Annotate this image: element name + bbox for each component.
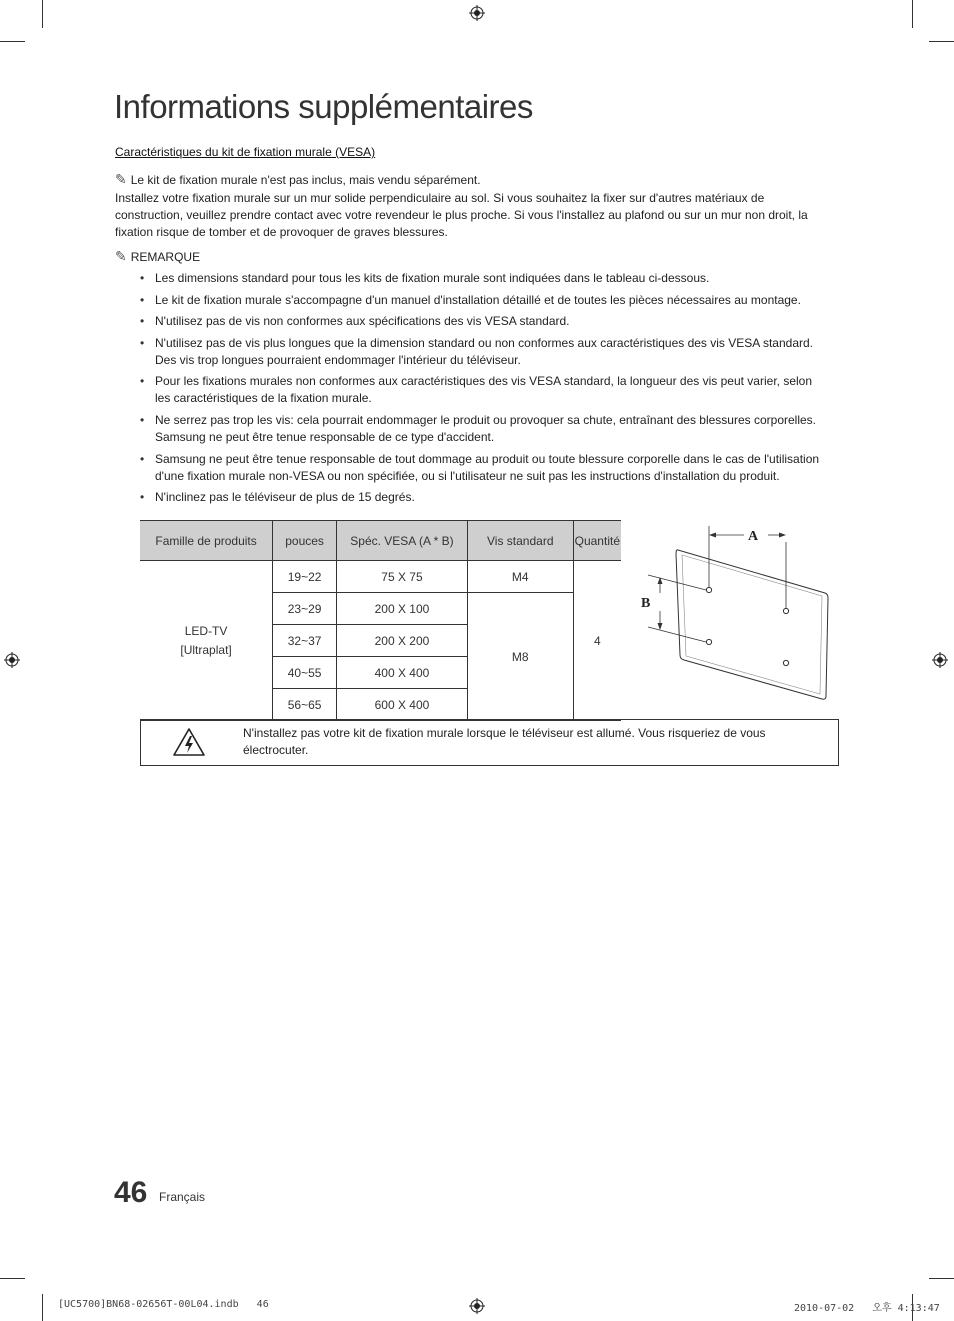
table-header-cell: Famille de produits [140, 521, 273, 561]
table-header-cell: Quantité [573, 521, 621, 561]
family-cell [140, 561, 273, 721]
list-item: • Samsung ne peut être tenue responsable de tout dommage au produit ou toute blessure corporelle dans le cas de l'utilisation d'une fixation murale non-VESA ou non spécifiée, ou si l'utilisateur ne suit pas les instructions d'installation du produit. [140, 451, 830, 485]
crop-mark [0, 1278, 25, 1279]
pencil-note-icon: ✎ [115, 171, 127, 187]
list-item: • Le kit de fixation murale s'accompagne d'un manuel d'installation détaillé et de toutes les pièces nécessaires au montage. [140, 292, 830, 309]
vesa-diagram [630, 518, 840, 708]
table-header-cell: pouces [273, 521, 337, 561]
list-item: • Les dimensions standard pour tous les kits de fixation murale sont indiquées dans le tableau ci-dessous. [140, 270, 830, 287]
tv-panel [676, 550, 828, 699]
dimension-b-label: B [641, 596, 651, 611]
quantity-cell: 4 [573, 561, 621, 721]
vesa-spec-table [140, 520, 621, 721]
list-item: • N'utilisez pas de vis plus longues que la dimension standard ou non conformes aux caractéristiques des vis VESA standard. Des vis trop longues pourraient endommager l'intérieur du téléviseur. [140, 335, 830, 369]
table-header-cell: Vis standard [467, 521, 573, 561]
page-language: Français [159, 1190, 206, 1204]
registration-mark-icon [469, 5, 485, 21]
crop-mark [929, 41, 954, 42]
list-item: • N'inclinez pas le téléviseur de plus de 15 degrés. [140, 489, 830, 506]
pencil-note-icon: ✎ [115, 248, 127, 264]
note-not-included [115, 171, 481, 189]
warning-text: N'installez pas votre kit de fixation murale lorsque le téléviseur est allumé. Vous risqueriez de vous électrocuter. [243, 726, 766, 757]
registration-mark-icon [932, 652, 948, 668]
remarque-list [140, 270, 830, 511]
family-label: LED-TV [Ultraplat] [180, 623, 232, 657]
table-cell: M8 [467, 593, 573, 721]
table-cell: 40~55 [273, 657, 337, 689]
table-header-cell: Spéc. VESA (A * B) [337, 521, 468, 561]
crop-mark [42, 0, 43, 28]
table-cell: 75 X 75 [337, 561, 468, 593]
table-cell: 23~29 [273, 593, 337, 625]
table-cell: 200 X 100 [337, 593, 468, 625]
footer-timestamp: 2010-07-02 오후 4:13:47 [794, 1303, 940, 1314]
list-item: • N'utilisez pas de vis non conformes aux spécifications des vis VESA standard. [140, 313, 830, 330]
note-text: Le kit de fixation murale n'est pas inclus, mais vendu séparément. [130, 173, 481, 187]
remarque-label: REMARQUE [130, 250, 201, 264]
page-title: Informations supplémentaires [114, 88, 533, 125]
table-row [140, 561, 621, 593]
list-item: • Ne serrez pas trop les vis: cela pourrait endommager le produit ou provoquer sa chute, entraînant des blessures corporelles. Samsung ne peut être tenue responsable de ce type d'accident. [140, 412, 830, 446]
installation-paragraph: Installez votre fixation murale sur un mur solide perpendiculaire au sol. Si vous souhaitez la fixer sur d'autres matériaux de construction, veuillez prendre contact avec votre revendeur le plus proche. Si vous l'installez au plafond ou sur un mur non droit, la fixation risque de tomber et de provoquer de graves blessures. [115, 191, 808, 239]
crop-mark [929, 1278, 954, 1279]
remarque-heading [115, 248, 200, 266]
table-cell: 600 X 400 [337, 689, 468, 721]
table-cell: 32~37 [273, 625, 337, 657]
list-item: • Pour les fixations murales non conformes aux caractéristiques des vis VESA standard, la longueur des vis peut varier, selon les caractéristiques de la fixation murale. [140, 373, 830, 407]
page-number: 46 [114, 1176, 148, 1209]
footer-file-info: [UC5700]BN68-02656T-00L04.indb 46 [58, 1299, 269, 1310]
registration-mark-icon [469, 1298, 485, 1314]
table-cell: 56~65 [273, 689, 337, 721]
table-cell: 200 X 200 [337, 625, 468, 657]
section-title: Caractéristiques du kit de fixation murale (VESA) [115, 145, 376, 159]
crop-mark [0, 41, 25, 42]
table-cell: 400 X 400 [337, 657, 468, 689]
crop-mark [912, 0, 913, 28]
table-header-row [140, 521, 621, 561]
registration-mark-icon [4, 652, 20, 668]
crop-mark [42, 1294, 43, 1321]
dimension-a-label: A [748, 529, 759, 544]
electric-shock-warning-icon [172, 727, 206, 757]
table-cell: M4 [467, 561, 573, 593]
table-cell: 19~22 [273, 561, 337, 593]
